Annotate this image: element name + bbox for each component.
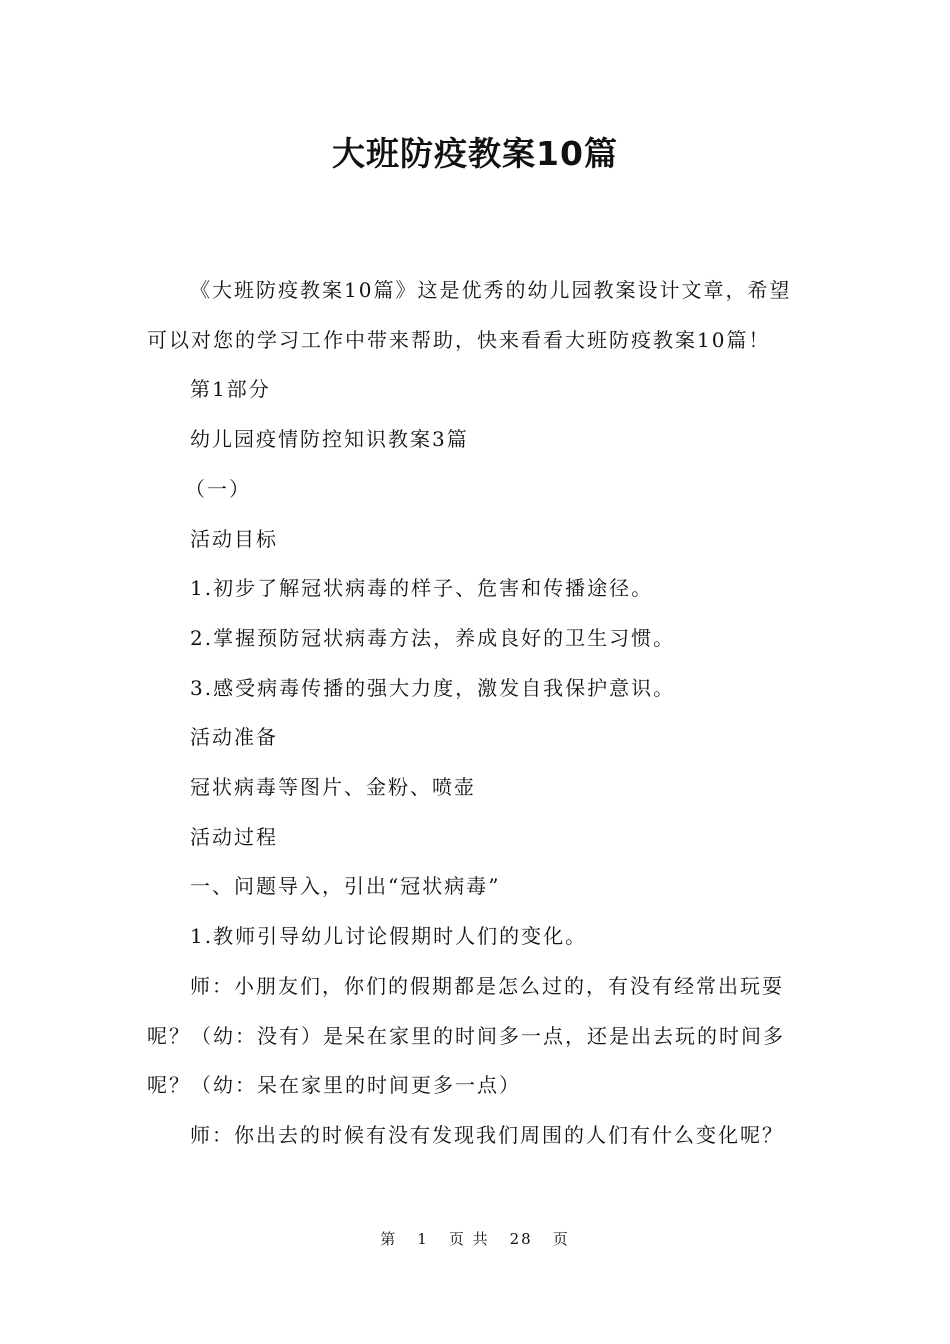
- footer-suffix: 页: [552, 1230, 570, 1248]
- page-total: 28: [509, 1230, 533, 1248]
- paragraph: 1.初步了解冠状病毒的样子、危害和传播途径。: [190, 576, 654, 601]
- paragraph: 《大班防疫教案10篇》这是优秀的幼儿园教案设计文章，希望: [190, 278, 792, 302]
- paragraph: 活动过程: [190, 824, 278, 849]
- paragraph: 师：你出去的时候有没有发现我们周围的人们有什么变化呢？: [190, 1122, 784, 1147]
- paragraph: 冠状病毒等图片、金粉、喷壶: [190, 775, 476, 800]
- page-footer: [0, 1228, 950, 1249]
- paragraph: 呢？（幼：呆在家里的时间更多一点）: [147, 1073, 521, 1098]
- paragraph: 1.教师引导幼儿讨论假期时人们的变化。: [190, 924, 588, 949]
- paragraph: 呢？（幼：没有）是呆在家里的时间多一点，还是出去玩的时间多: [147, 1023, 785, 1048]
- footer-prefix: 第: [380, 1230, 398, 1248]
- document-title: 大班防疫教案10篇: [332, 134, 618, 173]
- page-number: 1: [417, 1230, 429, 1248]
- paragraph: （一）: [185, 476, 251, 501]
- document-body: [147, 266, 807, 1161]
- paragraph: 一、问题导入，引出“冠状病毒”: [190, 874, 501, 899]
- paragraph: 活动准备: [190, 725, 278, 750]
- paragraph: 2.掌握预防冠状病毒方法，养成良好的卫生习惯。: [190, 625, 676, 650]
- paragraph: 3.感受病毒传播的强大力度，激发自我保护意识。: [190, 675, 676, 700]
- paragraph: 师：小朋友们，你们的假期都是怎么过的，有没有经常出玩耍: [190, 973, 784, 998]
- paragraph: 活动目标: [190, 526, 278, 551]
- paragraph: 可以对您的学习工作中带来帮助，快来看看大班防疫教案10篇！: [147, 327, 771, 352]
- footer-middle: 页 共: [448, 1230, 490, 1248]
- section-heading: 第1部分: [190, 377, 271, 402]
- subsection-heading: 幼儿园疫情防控知识教案3篇: [190, 427, 469, 452]
